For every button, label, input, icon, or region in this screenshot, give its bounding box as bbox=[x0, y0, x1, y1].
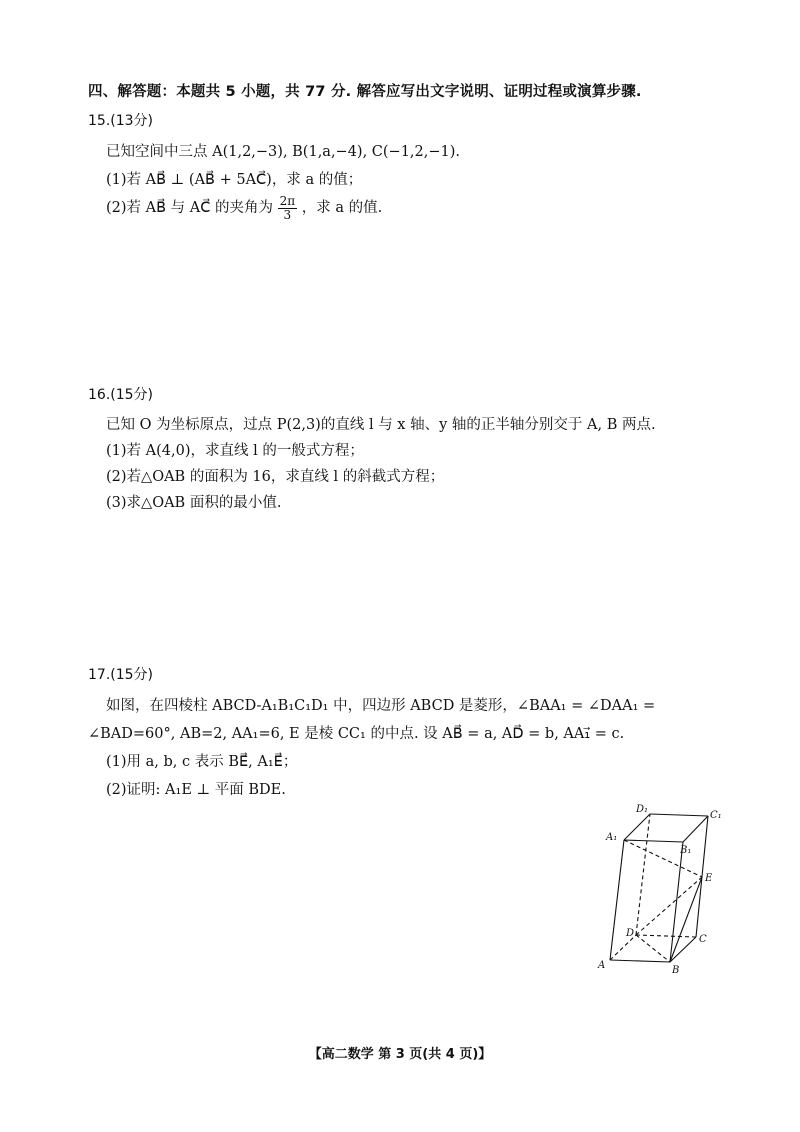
fraction-denominator: 3 bbox=[283, 207, 292, 222]
section-header: 四、解答题：本题共 5 小题，共 77 分. 解答应写出文字说明、证明过程或演算步骤. bbox=[88, 84, 642, 100]
problem-stem: 已知 O 为坐标原点，过点 P(2,3)的直线 l 与 x 轴、y 轴的正半轴分别交于 A, B 两点. bbox=[106, 417, 656, 433]
problem-part-3: (3)求△OAB 面积的最小值. bbox=[106, 495, 282, 511]
problem-part-1: (1)用 a, b, c 表示 BE⃗, A₁E⃗； bbox=[106, 754, 298, 770]
fraction-numerator: 2π bbox=[279, 193, 296, 208]
edge-D-D1 bbox=[636, 814, 650, 935]
problem-part-1: (1)若 AB⃗ ⊥ (AB⃗ + 5AC⃗)，求 a 的值； bbox=[106, 172, 363, 188]
problem-16 bbox=[88, 384, 768, 516]
problem-stem: 已知空间中三点 A(1,2,−3), B(1,a,−4), C(−1,2,−1). bbox=[106, 144, 461, 160]
edge-D-C bbox=[636, 935, 696, 937]
label-B1: B₁ bbox=[680, 845, 692, 856]
problem-part-2: (2)若△OAB 的面积为 16，求直线 l 的斜截式方程； bbox=[106, 469, 445, 485]
part-2-text-b: ，求 a 的值. bbox=[301, 200, 383, 216]
problem-part-2 bbox=[88, 194, 768, 222]
edge-A1-B1 bbox=[624, 840, 683, 842]
problem-part-1: (1)若 A(4,0)，求直线 l 的一般式方程； bbox=[106, 443, 364, 459]
problem-number: 17.(15分) bbox=[88, 667, 154, 683]
label-D1: D₁ bbox=[636, 804, 649, 815]
label-D: D bbox=[626, 928, 635, 939]
problem-part-2: (2)证明: A₁E ⊥ 平面 BDE. bbox=[106, 782, 286, 798]
edge-A-B bbox=[610, 960, 670, 962]
label-C: C bbox=[699, 934, 707, 945]
label-E: E bbox=[705, 873, 713, 884]
page-footer: 【高二数学 第 3 页(共 4 页)】 bbox=[308, 1047, 492, 1062]
label-A: A bbox=[598, 960, 606, 971]
segment-D-E bbox=[636, 877, 702, 935]
problem-stem-1: 如图，在四棱柱 ABCD-A₁B₁C₁D₁ 中，四边形 ABCD 是菱形，∠BAA₁ = ∠DAA₁ = bbox=[106, 698, 656, 714]
edge-D1-C1 bbox=[650, 814, 708, 816]
problem-17 bbox=[88, 664, 768, 804]
edge-A1-D1 bbox=[624, 814, 650, 840]
label-B: B bbox=[672, 965, 680, 975]
part-2-text-a: (2)若 AB⃗ 与 AC⃗ 的夹角为 bbox=[106, 200, 273, 216]
label-A1: A₁ bbox=[606, 832, 618, 843]
problem-stem-2: ∠BAD=60°, AB=2, AA₁=6, E 是棱 CC₁ 的中点. 设 AB⃗ = a, AD⃗ = b, AA₁⃗ = c. bbox=[88, 726, 625, 742]
edge-A-A1 bbox=[610, 840, 624, 960]
prism-figure bbox=[592, 800, 742, 975]
problem-number: 15.(13分) bbox=[88, 113, 154, 129]
edge-B1-C1 bbox=[683, 816, 708, 842]
angle-fraction bbox=[278, 195, 298, 222]
label-C1: C₁ bbox=[710, 810, 722, 821]
problem-15 bbox=[88, 110, 768, 222]
edge-B-C bbox=[670, 937, 696, 962]
problem-number: 16.(15分) bbox=[88, 387, 154, 403]
segment-D-B bbox=[636, 935, 670, 962]
